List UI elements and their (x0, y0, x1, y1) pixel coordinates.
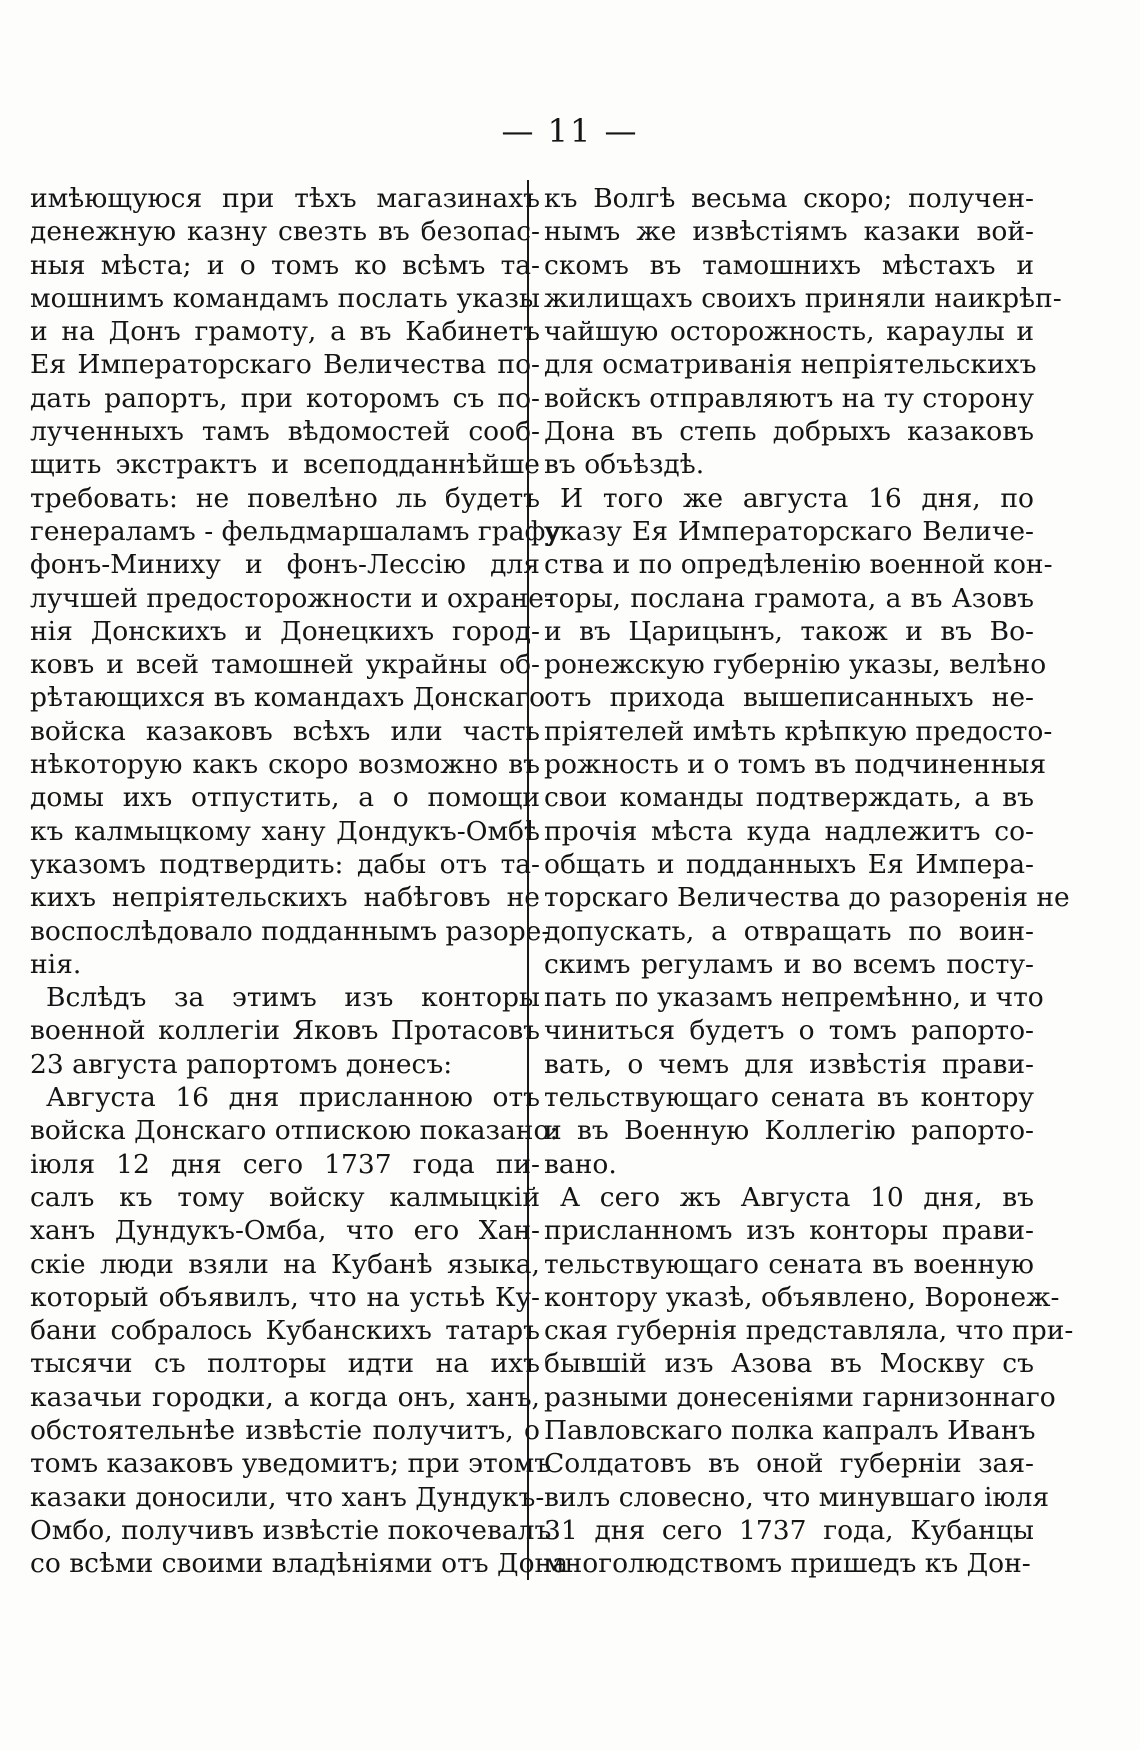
text-line: Павловскаго полка капралъ Иванъ (544, 1414, 1036, 1446)
text-line: Вслѣдъ за этимъ изъ конторы (46, 982, 540, 1014)
text-line: домы ихъ отпустить, а о помощи (30, 782, 540, 814)
text-line: общать и подданныхъ Ея Импера- (544, 848, 1034, 880)
text-line: рожность и о томъ въ подчиненныя (544, 749, 1047, 781)
text-line: въ объѣздѣ. (544, 449, 705, 481)
text-line: и на Донъ грамоту, а въ Кабинетъ (30, 316, 540, 348)
text-line: со всѣми своими владѣніями отъ Дона (30, 1548, 568, 1580)
text-line: бывшій изъ Азова въ Москву съ (544, 1348, 1034, 1380)
right-column (544, 182, 1074, 1580)
text-line: генераламъ - фельдмаршаламъ графу (30, 515, 561, 547)
text-line: вано. (544, 1148, 617, 1180)
text-line: отъ прихода вышеписанныхъ не- (544, 682, 1034, 714)
text-line: торскаго Величества до разоренія не (544, 882, 1070, 914)
text-line: нѣкоторую какъ скоро возможно въ (30, 749, 540, 781)
text-line: Августа 16 дня присланною отъ (46, 1082, 540, 1114)
text-line: воспослѣдовало подданнымъ разоре- (30, 915, 551, 947)
page-number: — 11 — (501, 112, 639, 150)
text-line: салъ къ тому войску калмыцкій (30, 1181, 540, 1213)
text-line: для осматриванія непріятельскихъ (544, 349, 1037, 381)
text-line: тысячи съ полторы идти на ихъ (30, 1348, 540, 1380)
text-line: казачьи городки, а когда онъ, ханъ, (30, 1381, 540, 1413)
text-line: пріятелей имѣть крѣпкую предосто- (544, 715, 1053, 747)
text-line: контору указѣ, объявлено, Воронеж- (544, 1281, 1060, 1313)
text-line: къ Волгѣ весьма скоро; получен- (544, 183, 1034, 214)
text-line: фонъ-Миниху и фонъ-Лессію для (30, 549, 540, 581)
text-line: войска казаковъ всѣхъ или часть (30, 715, 540, 747)
text-line: вилъ словесно, что минувшаго іюля (544, 1481, 1050, 1513)
text-line: и въ Царицынъ, також и въ Во- (544, 615, 1034, 647)
text-line: ковъ и всей тамошней украйны об- (30, 649, 540, 681)
text-line: вать, о чемъ для извѣстія прави- (544, 1048, 1034, 1080)
text-line: Омбо, получивъ извѣстіе покочевалъ (30, 1514, 552, 1546)
text-line: чиниться будетъ о томъ рапорто- (544, 1015, 1034, 1047)
text-line: рѣтающихся въ командахъ Донскаго (30, 682, 546, 714)
text-line: ронежскую губернію указы, велѣно (544, 649, 1047, 681)
text-line: торы, послана грамота, а въ Азовъ (544, 582, 1034, 614)
text-line: ства и по опредѣленію военной кон- (544, 549, 1053, 581)
text-line: имѣющуюся при тѣхъ магазинахъ (30, 183, 540, 214)
text-line: лученныхъ тамъ вѣдомостей сооб- (30, 416, 540, 448)
text-line: тельствующаго сената въ контору (544, 1082, 1034, 1114)
text-line: Дона въ степь добрыхъ казаковъ (544, 416, 1034, 448)
text-line: іюля 12 дня сего 1737 года пи- (30, 1148, 540, 1180)
text-line: войска Донскаго отпискою показано: (30, 1115, 559, 1147)
text-line: дать рапортъ, при которомъ съ по- (30, 382, 540, 414)
text-line: скіе люди взяли на Кубанѣ языка, (30, 1248, 540, 1280)
text-line: Солдатовъ въ оной губерніи зая- (544, 1448, 1034, 1480)
text-line: щить экстрактъ и всеподданнѣйше (30, 449, 540, 481)
text-line: указу Ея Императорскаго Величе- (544, 515, 1034, 547)
text-line: нія Донскихъ и Донецкихъ город- (30, 615, 540, 647)
text-line: прочія мѣста куда надлежитъ со- (544, 815, 1034, 847)
text-line: ская губернія представляла, что при- (544, 1315, 1074, 1347)
text-line: пать по указамъ непремѣнно, и что (544, 982, 1044, 1014)
text-line: обстоятельнѣе извѣстіе получитъ, о (30, 1414, 540, 1446)
text-line: свои команды подтверждать, а въ (544, 782, 1034, 814)
text-line: кихъ непріятельскихъ набѣговъ не (30, 882, 540, 914)
text-line: къ калмыцкому хану Дондукъ-Омбѣ (30, 815, 540, 847)
text-line: мошнимъ командамъ послать указы (30, 282, 540, 314)
text-line: который объявилъ, что на устьѣ Ку- (30, 1281, 540, 1313)
text-line: 23 августа рапортомъ донесъ: (30, 1048, 453, 1080)
text-line: денежную казну свезть въ безопас- (30, 216, 540, 248)
text-line: разными донесеніями гарнизоннаго (544, 1381, 1056, 1413)
text-line: казаки доносили, что ханъ Дундукъ- (30, 1481, 545, 1513)
text-line: и въ Военную Коллегію рапорто- (544, 1115, 1034, 1147)
text-line: ханъ Дундукъ-Омба, что его Хан- (30, 1215, 540, 1247)
text-line: допускать, а отвращать по воин- (544, 915, 1034, 947)
text-line: чайшую осторожность, караулы и (544, 316, 1034, 348)
text-line: Ея Императорскаго Величества по- (30, 349, 540, 381)
text-line: указомъ подтвердить: дабы отъ та- (30, 848, 540, 880)
text-line: присланномъ изъ конторы прави- (544, 1215, 1034, 1247)
text-line: военной коллегіи Яковъ Протасовъ (30, 1015, 540, 1047)
text-line: И того же августа 16 дня, по (560, 482, 1034, 514)
text-line: требовать: не повелѣно ль будетъ (30, 482, 540, 514)
left-column (30, 182, 568, 1580)
text-line: нымъ же извѣстіямъ казаки вой- (544, 216, 1034, 248)
text-line: скомъ въ тамошнихъ мѣстахъ и (544, 249, 1034, 281)
text-line: бани собралось Кубанскихъ татаръ (30, 1315, 540, 1347)
text-line: тельствующаго сената въ военную (544, 1248, 1034, 1280)
text-line: жилищахъ своихъ приняли наикрѣп- (544, 282, 1062, 314)
text-line: ныя мѣста; и о томъ ко всѣмъ та- (30, 249, 540, 281)
text-line: нія. (30, 948, 82, 980)
text-line: 31 дня сего 1737 года, Кубанцы (544, 1514, 1034, 1546)
text-line: лучшей предосторожности и охране- (30, 582, 553, 614)
text-line: войскъ отправляютъ на ту сторону (544, 382, 1034, 414)
text-line: томъ казаковъ уведомитъ; при этомъ (30, 1448, 552, 1480)
text-line: скимъ регуламъ и во всемъ посту- (544, 948, 1034, 980)
text-line: многолюдствомъ пришедъ къ Дон- (544, 1548, 1031, 1580)
text-line: А сего жъ Августа 10 дня, въ (560, 1181, 1034, 1213)
